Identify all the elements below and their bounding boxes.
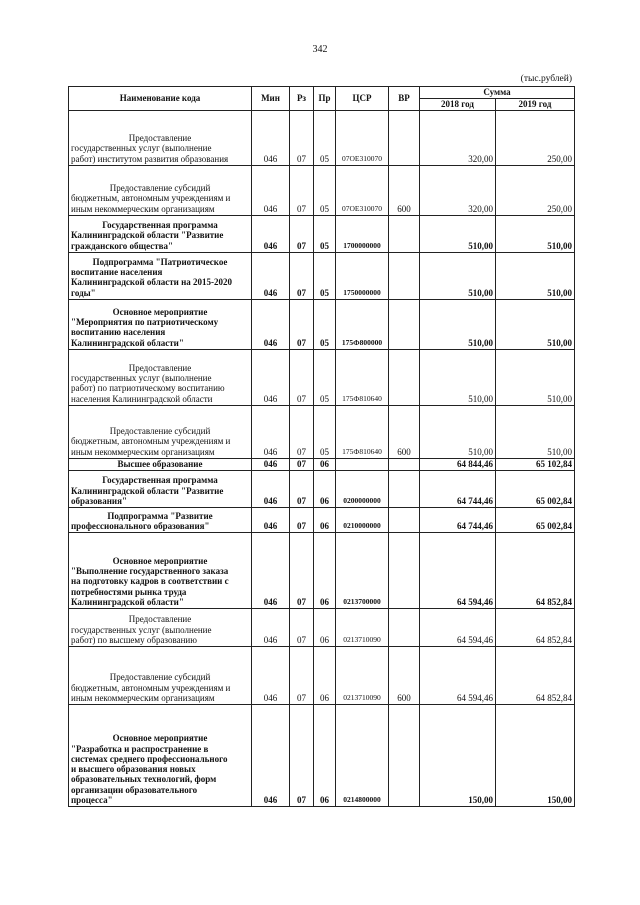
row-rz: 07 (290, 350, 314, 406)
row-vr (389, 216, 420, 253)
row-2019: 510,00 (496, 300, 575, 350)
row-name-line: Калининградской области" (71, 597, 184, 607)
row-2019: 65 102,84 (496, 459, 575, 471)
row-name (69, 111, 252, 166)
row-2018: 510,00 (420, 300, 496, 350)
row-2019: 64 852,84 (496, 609, 575, 647)
row-name-line: Предоставление (128, 614, 192, 625)
row-rz: 07 (290, 647, 314, 705)
row-pr: 05 (314, 111, 336, 166)
row-name-line: образования" (71, 496, 127, 506)
row-2018: 64 744,46 (420, 508, 496, 533)
table-row (69, 253, 575, 300)
row-pr: 05 (314, 350, 336, 406)
table-row (69, 459, 575, 471)
row-name-line: Предоставление (128, 133, 192, 144)
row-min: 046 (252, 216, 290, 253)
row-csr: 1700000000 (336, 216, 389, 253)
row-vr (389, 300, 420, 350)
row-2018: 320,00 (420, 166, 496, 216)
row-csr: 175Ф810640 (336, 350, 389, 406)
budget-table (68, 86, 575, 807)
row-2019: 250,00 (496, 111, 575, 166)
row-name-line: работ) по высшему образованию (71, 635, 197, 645)
row-rz: 07 (290, 300, 314, 350)
row-csr: 0200000000 (336, 471, 389, 508)
header-csr: ЦСР (336, 87, 389, 111)
row-2019: 150,00 (496, 705, 575, 807)
row-2018: 64 744,46 (420, 471, 496, 508)
row-2018: 510,00 (420, 350, 496, 406)
row-pr: 06 (314, 459, 336, 471)
row-rz: 07 (290, 471, 314, 508)
row-pr: 06 (314, 533, 336, 609)
row-rz: 07 (290, 216, 314, 253)
row-vr (389, 508, 420, 533)
row-2019: 64 852,84 (496, 533, 575, 609)
row-pr: 06 (314, 647, 336, 705)
row-rz: 07 (290, 508, 314, 533)
row-name-line: бюджетным, автономным учреждениям и (71, 436, 231, 447)
row-name-line: государственных услуг (выполнение (71, 143, 212, 154)
row-min: 046 (252, 166, 290, 216)
table-row (69, 111, 575, 166)
row-2018: 510,00 (420, 216, 496, 253)
row-name-line: системах среднего профессионального (71, 753, 228, 764)
row-name-line: Калининградской области "Развитие (71, 230, 224, 241)
row-name-line: Калининградской области на 2015-2020 (71, 277, 233, 288)
row-name (69, 166, 252, 216)
row-csr: 0214800000 (336, 705, 389, 807)
row-2018: 150,00 (420, 705, 496, 807)
row-name-line: гражданского общества" (71, 240, 174, 251)
row-csr (336, 459, 389, 471)
header-pr: Пр (314, 87, 336, 111)
row-rz: 07 (290, 253, 314, 300)
row-name-line: населения Калининградской области (71, 393, 213, 404)
row-min: 046 (252, 350, 290, 406)
row-name (69, 253, 252, 300)
row-name-line: воспитание населения (71, 267, 163, 278)
row-name (69, 350, 252, 406)
units-label: (тыс.рублей) (520, 74, 572, 84)
table-body (69, 111, 575, 807)
row-name-line: Предоставление субсидий (109, 672, 211, 683)
table-row (69, 471, 575, 508)
row-2018: 510,00 (420, 253, 496, 300)
row-name (69, 459, 252, 471)
header-2018: 2018 год (420, 99, 496, 111)
row-name-line: процесса" (71, 795, 113, 805)
row-name (69, 508, 252, 533)
row-2019: 65 002,84 (496, 508, 575, 533)
row-min: 046 (252, 533, 290, 609)
table-row (69, 216, 575, 253)
header-rz: Рз (290, 87, 314, 111)
row-rz: 07 (290, 406, 314, 459)
row-csr: 07ОЕ310070 (336, 111, 389, 166)
row-min: 046 (252, 647, 290, 705)
row-vr (389, 609, 420, 647)
row-vr (389, 705, 420, 807)
row-name (69, 533, 252, 609)
row-2019: 64 852,84 (496, 647, 575, 705)
row-name-line: воспитанию населения (71, 327, 166, 338)
row-name-line: бюджетным, автономным учреждениям и (71, 682, 231, 693)
row-min: 046 (252, 300, 290, 350)
header-min: Мин (252, 87, 290, 111)
row-name-line: бюджетным, автономным учреждениям и (71, 193, 231, 204)
row-name-line: Подпрограмма "Развитие (107, 510, 213, 521)
row-csr: 175Ф800000 (336, 300, 389, 350)
row-min: 046 (252, 471, 290, 508)
row-vr (389, 471, 420, 508)
row-min: 046 (252, 508, 290, 533)
row-vr (389, 533, 420, 609)
row-name (69, 609, 252, 647)
row-min: 046 (252, 111, 290, 166)
header-vr: ВР (389, 87, 420, 111)
page-number: 342 (312, 44, 328, 55)
row-pr: 05 (314, 406, 336, 459)
table-row (69, 533, 575, 609)
row-pr: 06 (314, 705, 336, 807)
row-min: 046 (252, 705, 290, 807)
row-pr: 05 (314, 253, 336, 300)
row-name-line: государственных услуг (выполнение (71, 373, 212, 384)
row-2019: 510,00 (496, 216, 575, 253)
table-row (69, 350, 575, 406)
row-name (69, 647, 252, 705)
row-name-line: Калининградской области" (71, 337, 184, 348)
row-vr (389, 253, 420, 300)
row-rz: 07 (290, 111, 314, 166)
row-rz: 07 (290, 166, 314, 216)
row-name-line: "Выполнение государственного заказа (71, 566, 229, 577)
row-min: 046 (252, 406, 290, 459)
row-name (69, 300, 252, 350)
row-name-line: иным некоммерческим организациям (71, 693, 215, 703)
row-rz: 07 (290, 533, 314, 609)
row-rz: 07 (290, 609, 314, 647)
row-name-line: иным некоммерческим организациям (71, 203, 215, 214)
table-row (69, 705, 575, 807)
row-name-line: государственных услуг (выполнение (71, 624, 212, 635)
row-csr: 0213700000 (336, 533, 389, 609)
row-name-line: Государственная программа (102, 475, 218, 486)
row-name-line: работ) институтом развития образования (71, 153, 229, 164)
row-name-line: иным некоммерческим организациям (71, 446, 215, 457)
row-name-line: годы" (71, 287, 96, 298)
row-name-line: Предоставление (128, 362, 192, 373)
row-min: 046 (252, 253, 290, 300)
row-2019: 510,00 (496, 253, 575, 300)
table-row (69, 166, 575, 216)
row-name-line: и высшего образования новых (71, 764, 196, 775)
row-name-line: "Разработка и распространение в (71, 743, 209, 754)
row-csr: 07ОЕ310070 (336, 166, 389, 216)
row-csr: 0210000000 (336, 508, 389, 533)
row-name (69, 216, 252, 253)
table-row (69, 406, 575, 459)
row-pr: 06 (314, 609, 336, 647)
row-name-line: Государственная программа (102, 220, 218, 231)
row-name (69, 705, 252, 807)
row-min: 046 (252, 459, 290, 471)
row-name-line: Основное мероприятие (112, 733, 208, 744)
row-vr (389, 111, 420, 166)
row-name-line: Основное мероприятие (112, 306, 208, 317)
row-2018: 64 594,46 (420, 609, 496, 647)
row-name (69, 471, 252, 508)
row-vr: 600 (389, 647, 420, 705)
row-2018: 64 844,46 (420, 459, 496, 471)
row-name-line: организации образовательного (71, 784, 198, 795)
row-name-line: Подпрограмма "Патриотическое (92, 256, 228, 267)
table-row (69, 609, 575, 647)
header-2019: 2019 год (496, 99, 575, 111)
row-name (69, 406, 252, 459)
row-name-line: Основное мероприятие (112, 555, 208, 566)
row-2019: 65 002,84 (496, 471, 575, 508)
table-row (69, 508, 575, 533)
row-name-line: профессионального образования" (71, 521, 210, 531)
row-2019: 510,00 (496, 406, 575, 459)
row-name-line: Высшее образование (117, 459, 203, 469)
row-2018: 64 594,46 (420, 647, 496, 705)
row-vr: 600 (389, 406, 420, 459)
row-name-line: потребностями рынка труда (71, 586, 187, 597)
header-name: Наименование кода (69, 87, 252, 111)
row-name-line: Калининградской области "Развитие (71, 485, 224, 496)
table-row (69, 300, 575, 350)
row-pr: 05 (314, 166, 336, 216)
row-csr: 0213710090 (336, 647, 389, 705)
row-csr: 0213710090 (336, 609, 389, 647)
row-2018: 510,00 (420, 406, 496, 459)
row-name-line: Предоставление субсидий (109, 426, 211, 437)
row-name-line: работ) по патриотическому воспитанию (71, 383, 225, 394)
row-name-line: "Мероприятия по патриотическому (71, 317, 219, 328)
table-row (69, 647, 575, 705)
row-2018: 320,00 (420, 111, 496, 166)
row-2018: 64 594,46 (420, 533, 496, 609)
header-sum: Сумма (420, 87, 575, 99)
row-vr (389, 459, 420, 471)
row-name-line: на подготовку кадров в соответствии с (71, 576, 229, 587)
row-name-line: образовательных технологий, форм (71, 774, 217, 785)
row-vr (389, 350, 420, 406)
row-name-line: Предоставление субсидий (109, 183, 211, 194)
row-vr: 600 (389, 166, 420, 216)
row-csr: 175Ф810640 (336, 406, 389, 459)
row-pr: 05 (314, 216, 336, 253)
row-rz: 07 (290, 705, 314, 807)
row-csr: 1750000000 (336, 253, 389, 300)
row-pr: 06 (314, 471, 336, 508)
row-rz: 07 (290, 459, 314, 471)
row-2019: 250,00 (496, 166, 575, 216)
row-pr: 05 (314, 300, 336, 350)
row-2019: 510,00 (496, 350, 575, 406)
row-pr: 06 (314, 508, 336, 533)
row-min: 046 (252, 609, 290, 647)
